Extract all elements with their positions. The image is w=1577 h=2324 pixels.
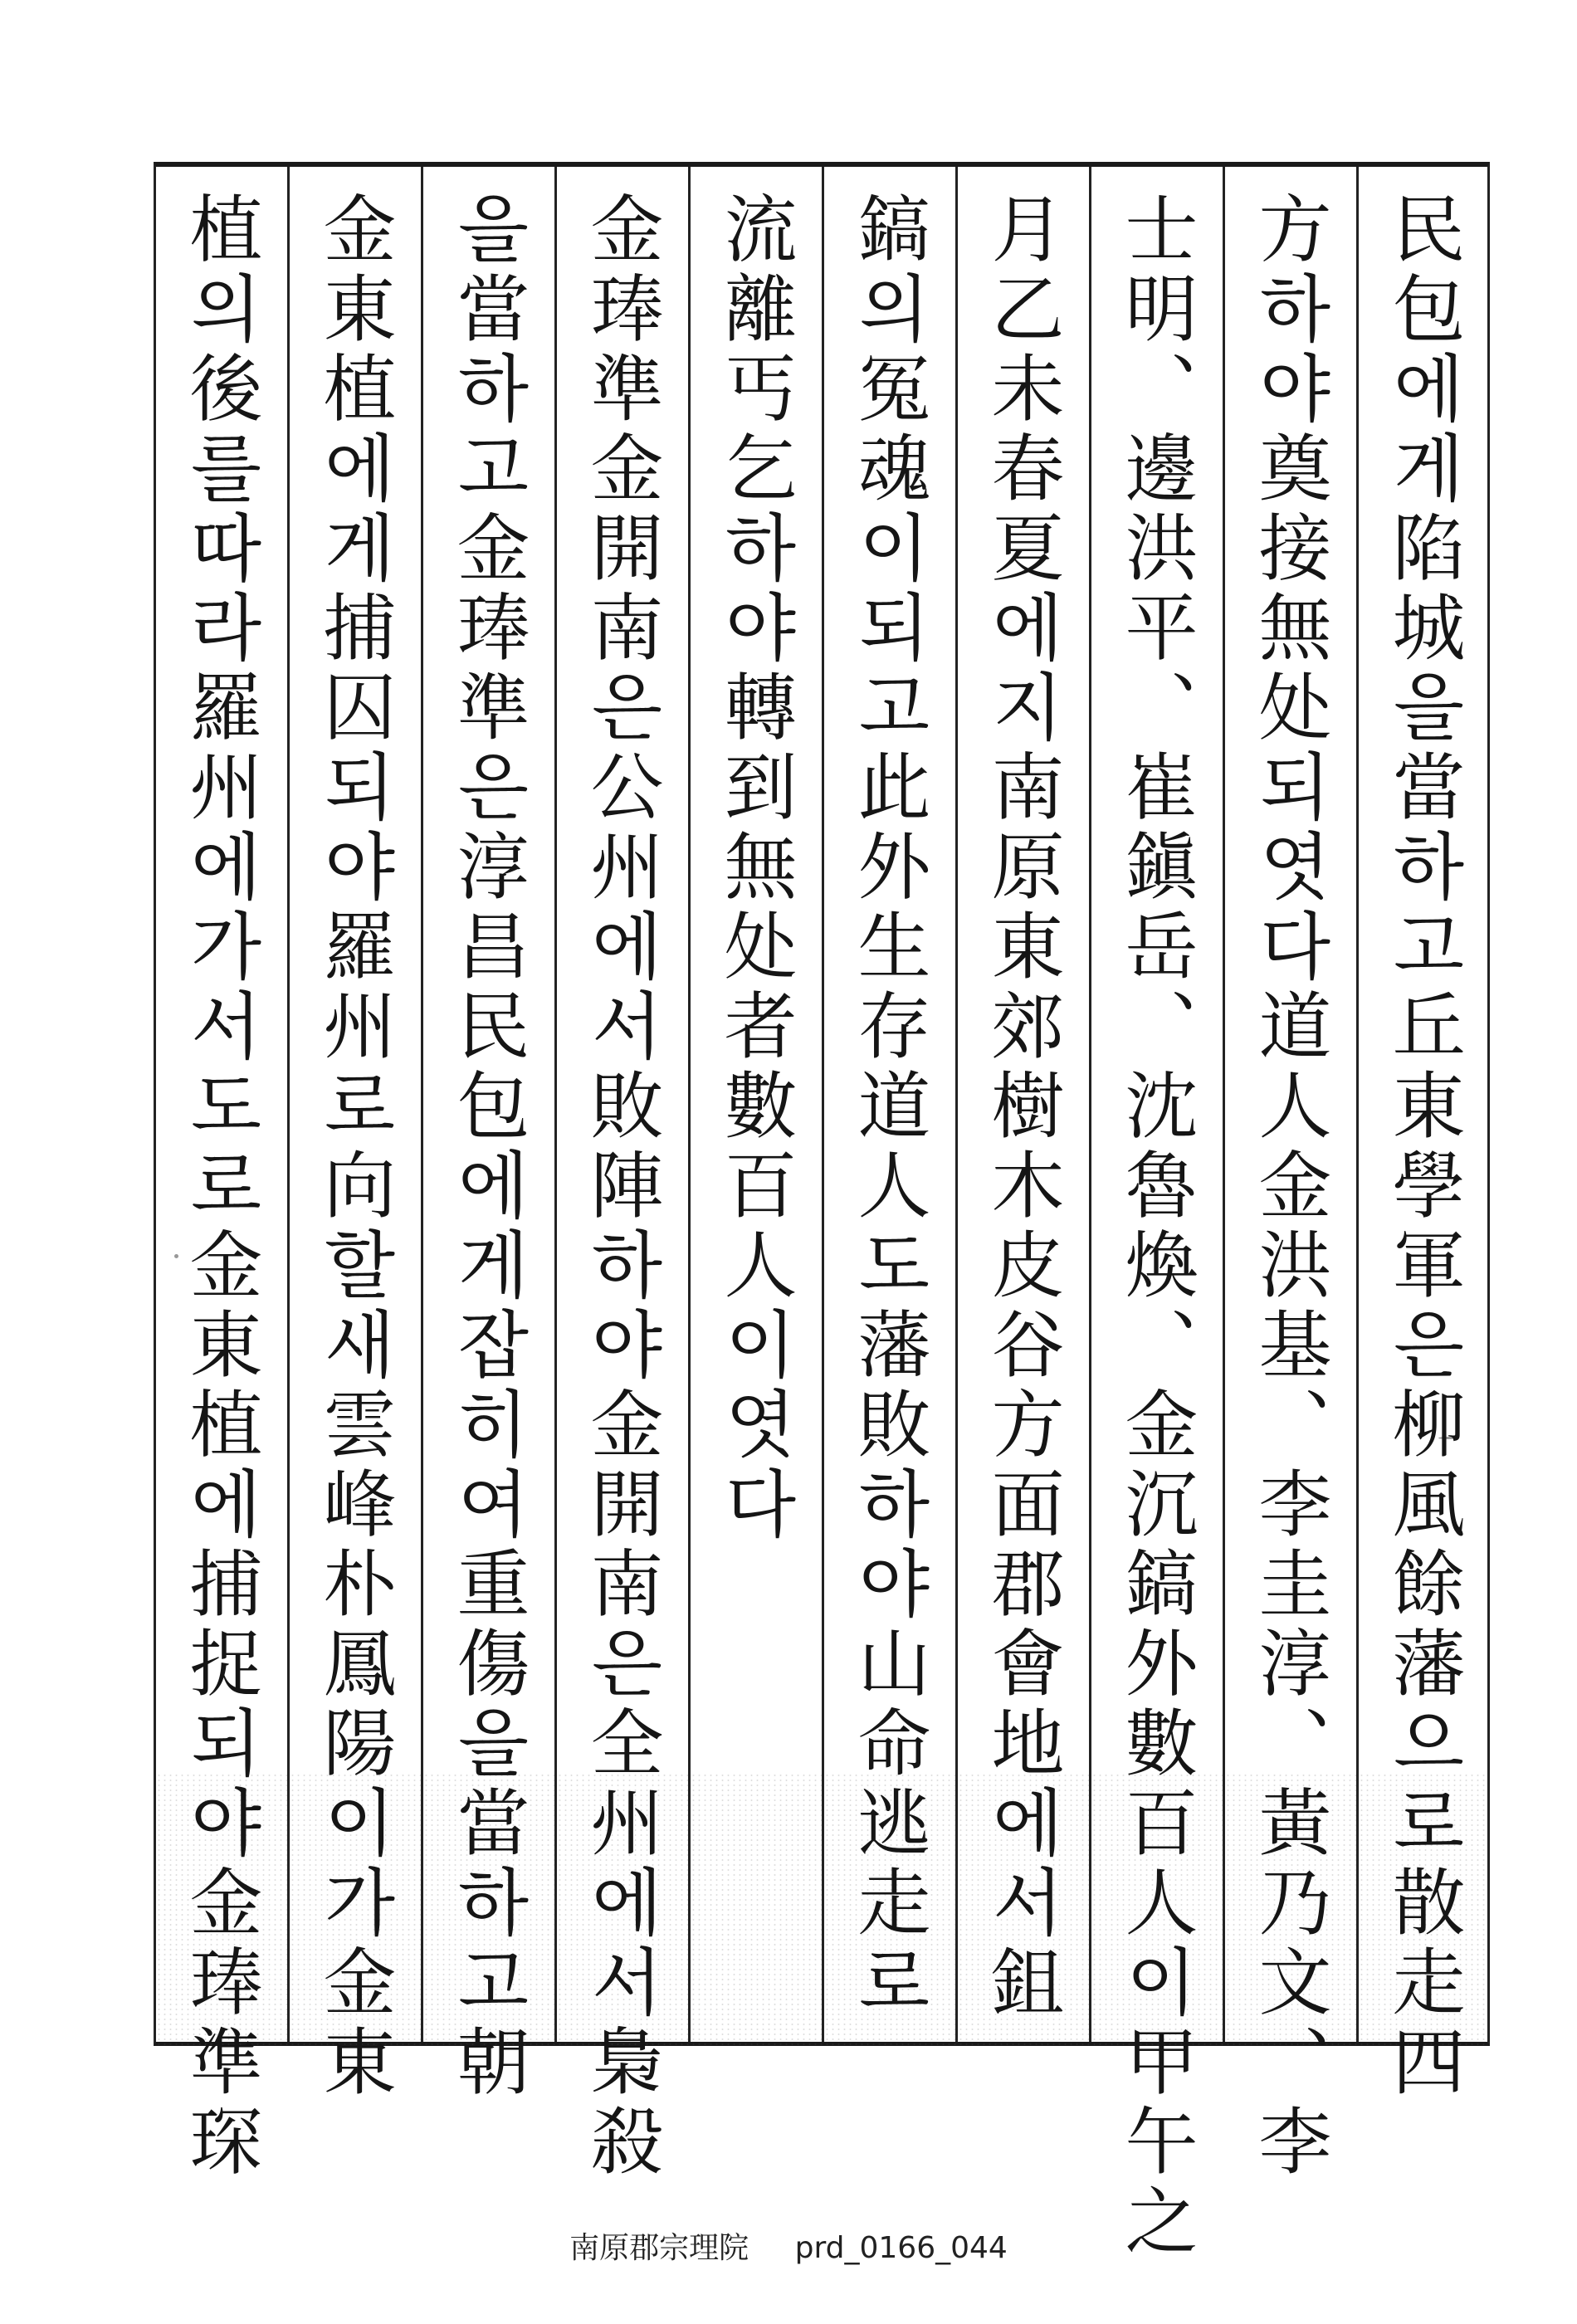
manuscript-column-3 bbox=[1089, 162, 1223, 2263]
caption-organization: 南原郡宗理院 bbox=[569, 2231, 749, 2265]
column-text: 民包에게陷城을當하고丘東學軍은柳風餘藩으로散走四 bbox=[1380, 191, 1467, 2103]
page-caption bbox=[0, 2224, 1577, 2267]
column-text: 植의後를따라羅州에가서도로金東植에捕捉되야金琫準琛 bbox=[178, 191, 264, 2183]
column-text: 을當하고金琫準은淳昌民包에게잡히여重傷을當하고朝 bbox=[445, 191, 531, 2103]
column-text: 月乙未春夏에지南原東郊樹木皮谷方面郡會地에서鉏 bbox=[979, 191, 1066, 2024]
manuscript-column-6 bbox=[688, 162, 822, 2046]
manuscript-column-1 bbox=[1356, 162, 1490, 2103]
column-text: 金琫準金開南은公州에서敗陣하야金開南은全州에서梟殺 bbox=[579, 191, 665, 2183]
manuscript-column-5 bbox=[822, 162, 955, 2046]
column-text: 鎬의冤魂이되고此外生存道人도藩敗하야山命逃走로 bbox=[846, 191, 932, 2024]
caption-document-id: prd_0166_044 bbox=[794, 2231, 1008, 2265]
manuscript-column-2 bbox=[1223, 162, 1356, 2183]
column-text: 方하야奠接無处되엿다道人金洪基、李圭淳、黃乃文、李 bbox=[1247, 191, 1333, 2183]
manuscript-column-4 bbox=[955, 162, 1089, 2046]
column-text: 金東植에게捕囚되야羅州로向할새雲峰朴鳳陽이가金東 bbox=[311, 191, 398, 2103]
column-text: 流離丐乞하야轉到無处者數百人이엿다 bbox=[712, 191, 798, 1545]
manuscript-column-10 bbox=[154, 162, 287, 2183]
manuscript-column-9 bbox=[287, 162, 421, 2103]
column-text: 士明、邊洪平、崔鎭岳、沈魯煥、金沉鎬外數百人이甲午之 bbox=[1113, 191, 1199, 2263]
manuscript-column-7 bbox=[554, 162, 688, 2183]
manuscript-column-8 bbox=[421, 162, 554, 2103]
